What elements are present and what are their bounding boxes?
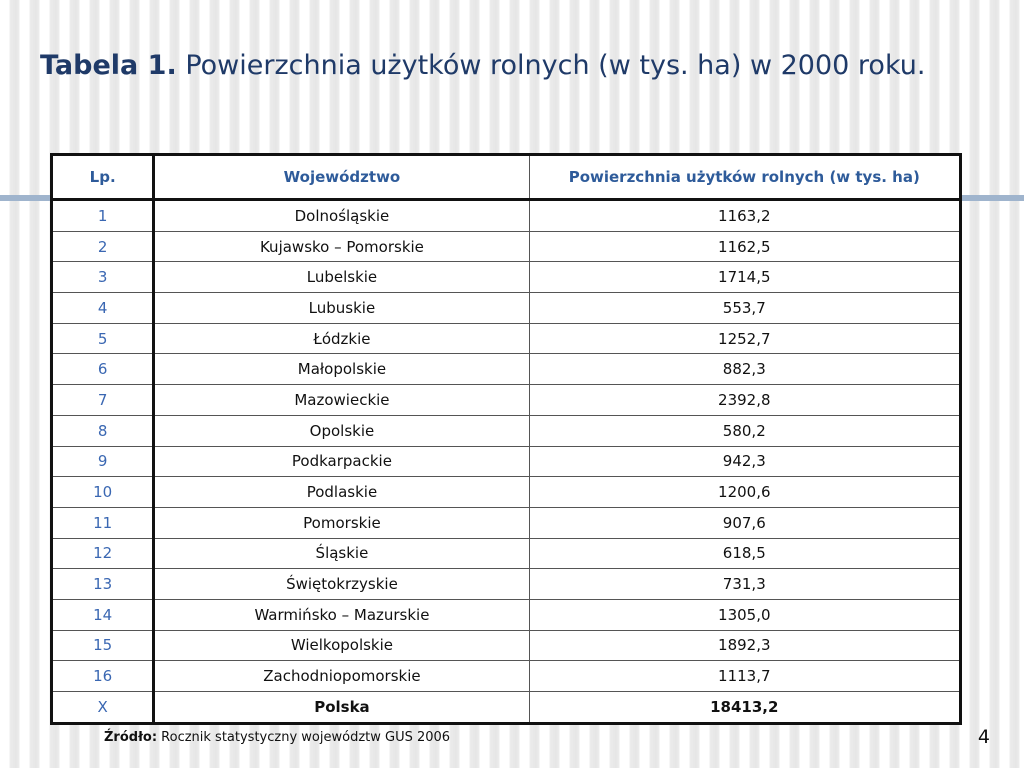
row-area: 2392,8	[529, 385, 960, 416]
row-lp: 2	[52, 231, 154, 262]
table-row	[52, 661, 961, 692]
table-row	[52, 599, 961, 630]
row-region: Kujawsko – Pomorskie	[154, 231, 529, 262]
total-row	[52, 692, 961, 724]
row-area: 1714,5	[529, 262, 960, 293]
row-area: 1200,6	[529, 477, 960, 508]
row-region: Dolnośląskie	[154, 200, 529, 232]
row-region: Świętokrzyskie	[154, 569, 529, 600]
row-lp: 8	[52, 415, 154, 446]
row-region: Lubuskie	[154, 293, 529, 324]
table-row	[52, 354, 961, 385]
row-region: Małopolskie	[154, 354, 529, 385]
header-row	[52, 155, 961, 200]
row-region: Opolskie	[154, 415, 529, 446]
row-lp: 1	[52, 200, 154, 232]
table-row	[52, 569, 961, 600]
table-body	[52, 200, 961, 724]
row-lp: 3	[52, 262, 154, 293]
row-lp: 15	[52, 630, 154, 661]
header-area: Powierzchnia użytków rolnych (w tys. ha)	[529, 155, 960, 200]
row-area: 942,3	[529, 446, 960, 477]
row-area: 882,3	[529, 354, 960, 385]
table-row	[52, 293, 961, 324]
data-table	[50, 153, 962, 725]
table-row	[52, 323, 961, 354]
table-row	[52, 415, 961, 446]
row-area: 1163,2	[529, 200, 960, 232]
table-row	[52, 385, 961, 416]
table-number: Tabela 1.	[40, 50, 177, 81]
row-area: 1305,0	[529, 599, 960, 630]
row-lp: 5	[52, 323, 154, 354]
source-note	[104, 730, 450, 745]
row-area: 907,6	[529, 507, 960, 538]
total-lp: X	[52, 692, 154, 724]
header-region: Województwo	[154, 155, 529, 200]
table-row	[52, 200, 961, 232]
row-region: Śląskie	[154, 538, 529, 569]
total-area: 18413,2	[529, 692, 960, 724]
slide-title	[40, 48, 925, 84]
row-lp: 14	[52, 599, 154, 630]
row-lp: 12	[52, 538, 154, 569]
table-row	[52, 630, 961, 661]
table-caption: Powierzchnia użytków rolnych (w tys. ha) w 2000 roku.	[185, 50, 926, 81]
source-label: Źródło:	[104, 730, 158, 745]
page-number: 4	[977, 726, 990, 748]
row-area: 1892,3	[529, 630, 960, 661]
row-region: Wielkopolskie	[154, 630, 529, 661]
row-area: 1162,5	[529, 231, 960, 262]
row-region: Pomorskie	[154, 507, 529, 538]
row-lp: 6	[52, 354, 154, 385]
row-region: Podkarpackie	[154, 446, 529, 477]
row-lp: 4	[52, 293, 154, 324]
row-lp: 10	[52, 477, 154, 508]
row-region: Podlaskie	[154, 477, 529, 508]
table-row	[52, 507, 961, 538]
row-lp: 7	[52, 385, 154, 416]
row-region: Warmińsko – Mazurskie	[154, 599, 529, 630]
row-lp: 11	[52, 507, 154, 538]
row-lp: 16	[52, 661, 154, 692]
total-region: Polska	[154, 692, 529, 724]
table-row	[52, 446, 961, 477]
source-text: Rocznik statystyczny województw GUS 2006	[161, 730, 451, 745]
row-region: Mazowieckie	[154, 385, 529, 416]
row-area: 731,3	[529, 569, 960, 600]
table-row	[52, 262, 961, 293]
row-area: 618,5	[529, 538, 960, 569]
row-region: Lubelskie	[154, 262, 529, 293]
row-area: 553,7	[529, 293, 960, 324]
row-lp: 13	[52, 569, 154, 600]
row-area: 1252,7	[529, 323, 960, 354]
table-row	[52, 231, 961, 262]
row-area: 1113,7	[529, 661, 960, 692]
row-region: Łódzkie	[154, 323, 529, 354]
row-area: 580,2	[529, 415, 960, 446]
row-lp: 9	[52, 446, 154, 477]
row-region: Zachodniopomorskie	[154, 661, 529, 692]
table-row	[52, 477, 961, 508]
table-row	[52, 538, 961, 569]
header-lp: Lp.	[52, 155, 154, 200]
